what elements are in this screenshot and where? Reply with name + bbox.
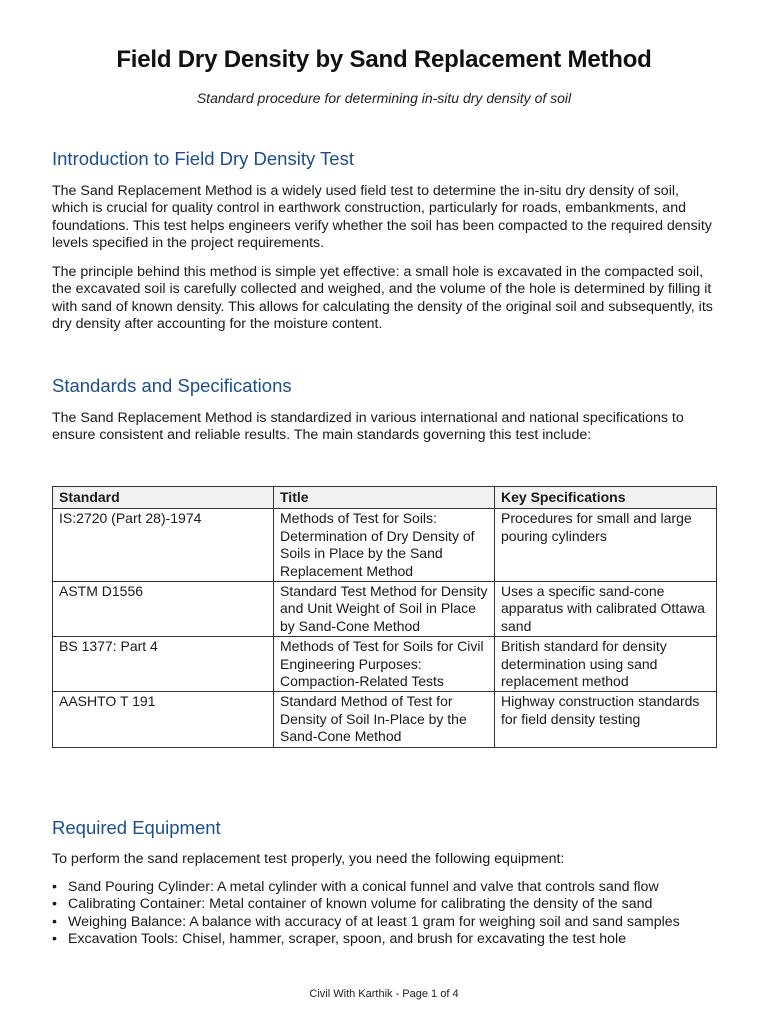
table-cell: Methods of Test for Soils for Civil Engineering Purposes: Compaction-Related Tests [274, 637, 495, 692]
table-cell: Standard Test Method for Density and Unit Weight of Soil in Place by Sand-Cone Method [274, 582, 495, 637]
table-row [53, 582, 717, 637]
page-footer: Civil With Karthik - Page 1 of 4 [309, 988, 459, 1000]
table-cell: AASHTO T 191 [53, 692, 274, 747]
equipment-paragraph: To perform the sand replacement test properly, you need the following equipment: [52, 851, 565, 867]
table-cell: Uses a specific sand-cone apparatus with calibrated Ottawa sand [495, 582, 717, 637]
list-item [52, 913, 732, 931]
table-cell: Highway construction standards for field density testing [495, 692, 717, 747]
intro-heading: Introduction to Field Dry Density Test [52, 148, 354, 169]
table-cell: IS:2720 (Part 28)-1974 [53, 509, 274, 582]
table-row [53, 509, 717, 582]
table-cell: Standard Method of Test for Density of Soil In-Place by the Sand-Cone Method [274, 692, 495, 747]
bullet-icon: • [52, 896, 57, 913]
page-subtitle: Standard procedure for determining in-situ dry density of soil [196, 90, 572, 106]
equipment-heading: Required Equipment [52, 817, 221, 838]
table-cell: ASTM D1556 [53, 582, 274, 637]
table-cell: Methods of Test for Soils: Determination of Dry Density of Soils in Place by the Sand Replacement Method [274, 509, 495, 582]
table-cell: BS 1377: Part 4 [53, 637, 274, 692]
standards-paragraph: The Sand Replacement Method is standardized in various international and national specifications to ensure consistent and reliable results. The main standards governing this test include: [52, 410, 684, 444]
column-header-key-specifications: Key Specifications [495, 487, 717, 509]
list-item-text: Excavation Tools: Chisel, hammer, scraper, spoon, and brush for excavating the test hole [68, 931, 627, 948]
table-cell: Procedures for small and large pouring cylinders [495, 509, 717, 582]
list-item-text: Weighing Balance: A balance with accuracy of at least 1 gram for weighing soil and sand samples [68, 913, 680, 930]
list-item-text: Calibrating Container: Metal container of known volume for calibrating the density of the sand [68, 896, 653, 913]
standards-heading: Standards and Specifications [52, 375, 292, 396]
bullet-icon: • [52, 931, 57, 948]
table-cell: British standard for density determination using sand replacement method [495, 637, 717, 692]
list-item [52, 896, 732, 913]
bullet-icon: • [52, 879, 57, 895]
intro-paragraph-2: The principle behind this method is simple yet effective: a small hole is excavated in the compacted soil, the excavated soil is carefully collected and weighed, and the volume of the hole is determined by filling it with sand of known density. This allows for calculating the density of the original soil and subsequently, its dry density after accounting for the moisture content. [52, 264, 713, 333]
page-title: Field Dry Density by Sand Replacement Method [116, 46, 652, 73]
list-item [52, 931, 732, 948]
equipment-list [52, 879, 732, 949]
list-item [52, 879, 732, 896]
table-row [53, 637, 717, 692]
standards-table [52, 486, 717, 748]
table-row [53, 692, 717, 747]
bullet-icon: • [52, 913, 57, 930]
intro-paragraph-1: The Sand Replacement Method is a widely used field test to determine the in-situ dry density of soil, which is crucial for quality control in earthwork construction, particularly for roads, embankments, and foundations. This test helps engineers verify whether the soil has been compacted to the required density levels specified in the project requirements. [52, 183, 712, 252]
column-header-title: Title [274, 487, 495, 509]
table-header-row [53, 487, 717, 509]
column-header-standard: Standard [53, 487, 274, 509]
list-item-text: Sand Pouring Cylinder: A metal cylinder with a conical funnel and valve that controls sand flow [68, 879, 659, 895]
